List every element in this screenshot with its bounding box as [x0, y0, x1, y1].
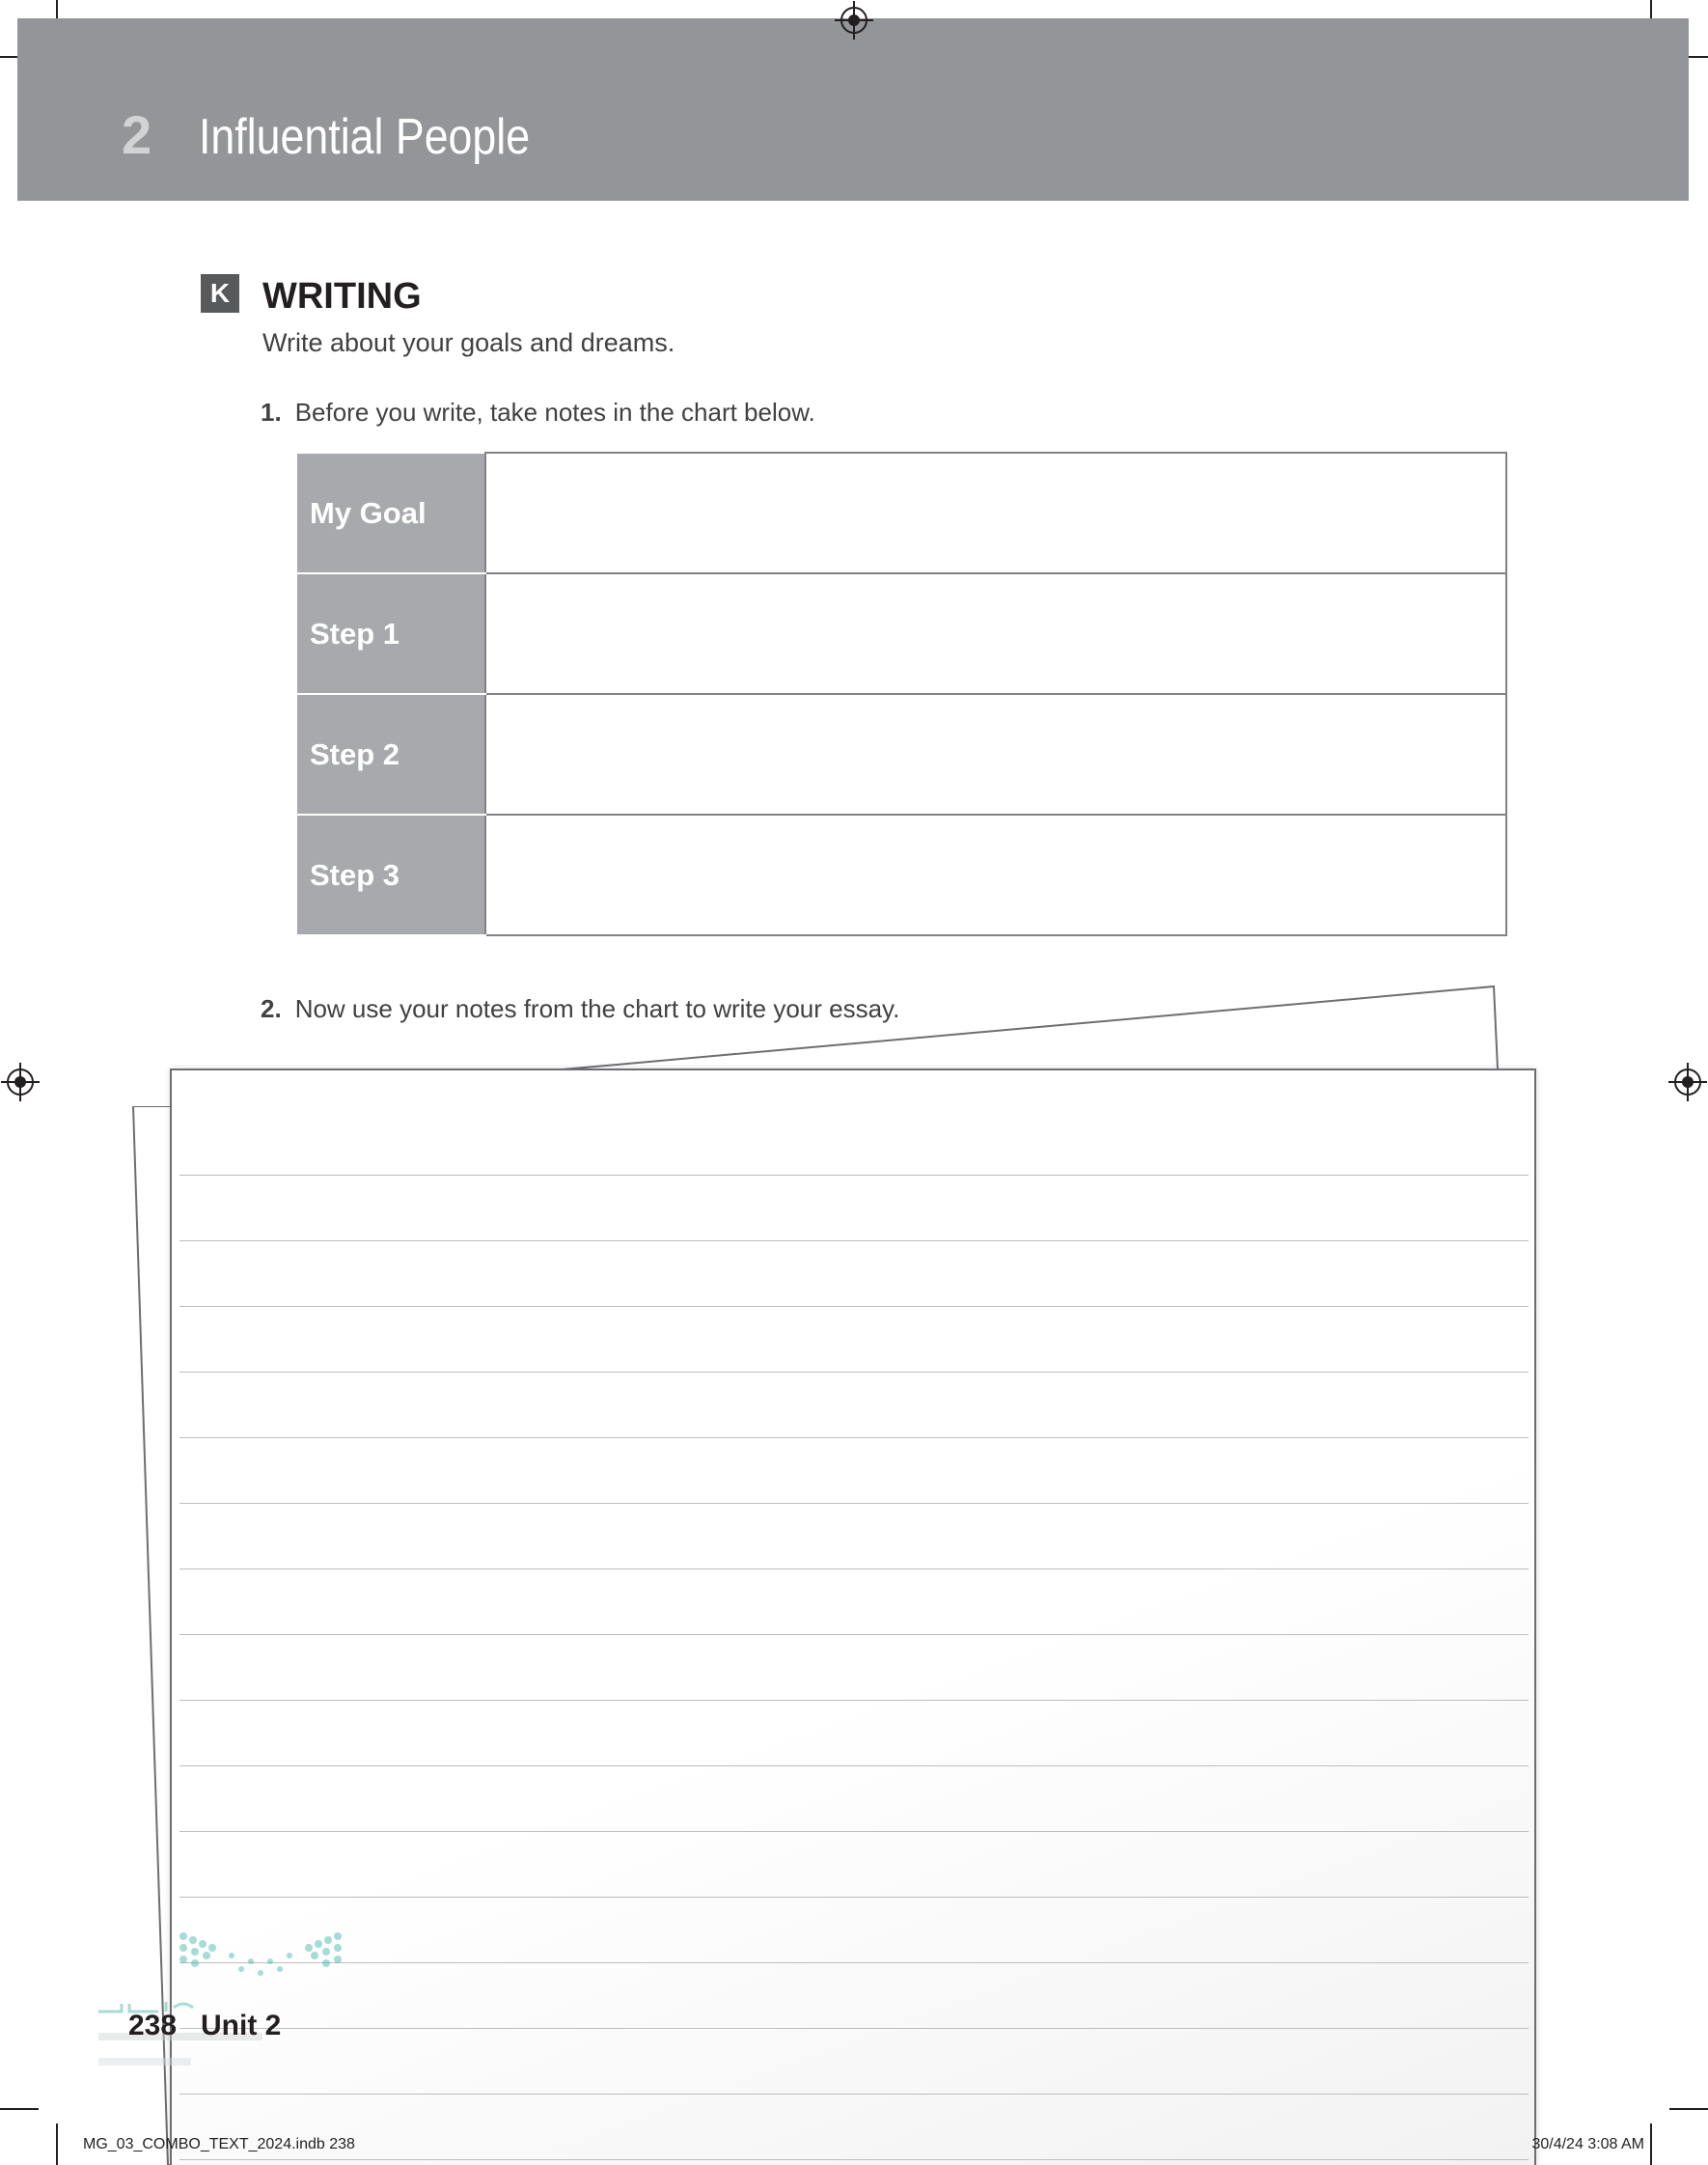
ruled-line: [179, 1240, 1529, 1241]
step-1-entry-cell[interactable]: [485, 573, 1506, 694]
row-label: Step 2: [298, 694, 485, 815]
ruled-line: [179, 1503, 1529, 1504]
task-2-instruction: [261, 996, 899, 1021]
ruled-line: [179, 1437, 1529, 1438]
ruled-line: [179, 1175, 1529, 1176]
section-title: WRITING: [262, 276, 422, 317]
row-label: Step 1: [298, 573, 485, 694]
ruled-line: [179, 2028, 1529, 2029]
ruled-line: [179, 1831, 1529, 1832]
print-date-time: 30/4/24 3:08 AM: [1531, 2136, 1644, 2152]
ministry-logo-icon: [96, 1927, 347, 2081]
task-1-number: 1.: [261, 398, 282, 427]
task-1-instruction: [261, 400, 815, 425]
task-2-number: 2.: [261, 994, 282, 1023]
row-label: My Goal: [298, 453, 485, 573]
chart-row-step-1: [298, 573, 1506, 694]
ruled-line: [179, 2094, 1529, 2095]
footer-unit-label: Unit 2: [201, 2010, 282, 2041]
ruled-line: [179, 1306, 1529, 1307]
row-label: Step 3: [298, 815, 485, 935]
chart-row-step-3: [298, 815, 1506, 935]
unit-number: 2: [122, 104, 152, 165]
task-2-text: Now use your notes from the chart to write your essay.: [294, 994, 900, 1023]
registration-mark-icon: [7, 1069, 34, 1096]
task-1-text: Before you write, take notes in the chart below.: [294, 398, 815, 427]
ruled-line: [179, 1372, 1529, 1373]
section-badge: K: [201, 274, 239, 313]
crop-mark: [56, 2123, 58, 2165]
ruled-line: [179, 1634, 1529, 1635]
ruled-line: [179, 2159, 1529, 2160]
notes-chart: [297, 452, 1507, 936]
chart-row-step-2: [298, 694, 1506, 815]
ruled-line: [179, 1765, 1529, 1766]
step-2-entry-cell[interactable]: [485, 694, 1506, 815]
registration-mark-icon: [840, 7, 868, 34]
page-number: 238: [128, 2010, 178, 2041]
ruled-line: [179, 1700, 1529, 1701]
ruled-line: [179, 1568, 1529, 1569]
print-file-name: MG_03_COMBO_TEXT_2024.indb 238: [83, 2136, 355, 2152]
section-subtitle: Write about your goals and dreams.: [262, 328, 675, 357]
chart-row-goal: [298, 453, 1506, 573]
goal-entry-cell[interactable]: [485, 453, 1506, 573]
step-3-entry-cell[interactable]: [485, 815, 1506, 935]
ruled-line: [179, 1962, 1529, 1963]
ruled-line: [179, 1897, 1529, 1898]
essay-writing-paper[interactable]: [170, 1069, 1536, 2165]
crop-mark: [0, 2108, 39, 2110]
crop-mark: [1650, 2123, 1652, 2165]
crop-mark: [1669, 2108, 1708, 2110]
unit-title: Influential People: [199, 109, 531, 165]
registration-mark-icon: [1674, 1069, 1701, 1096]
